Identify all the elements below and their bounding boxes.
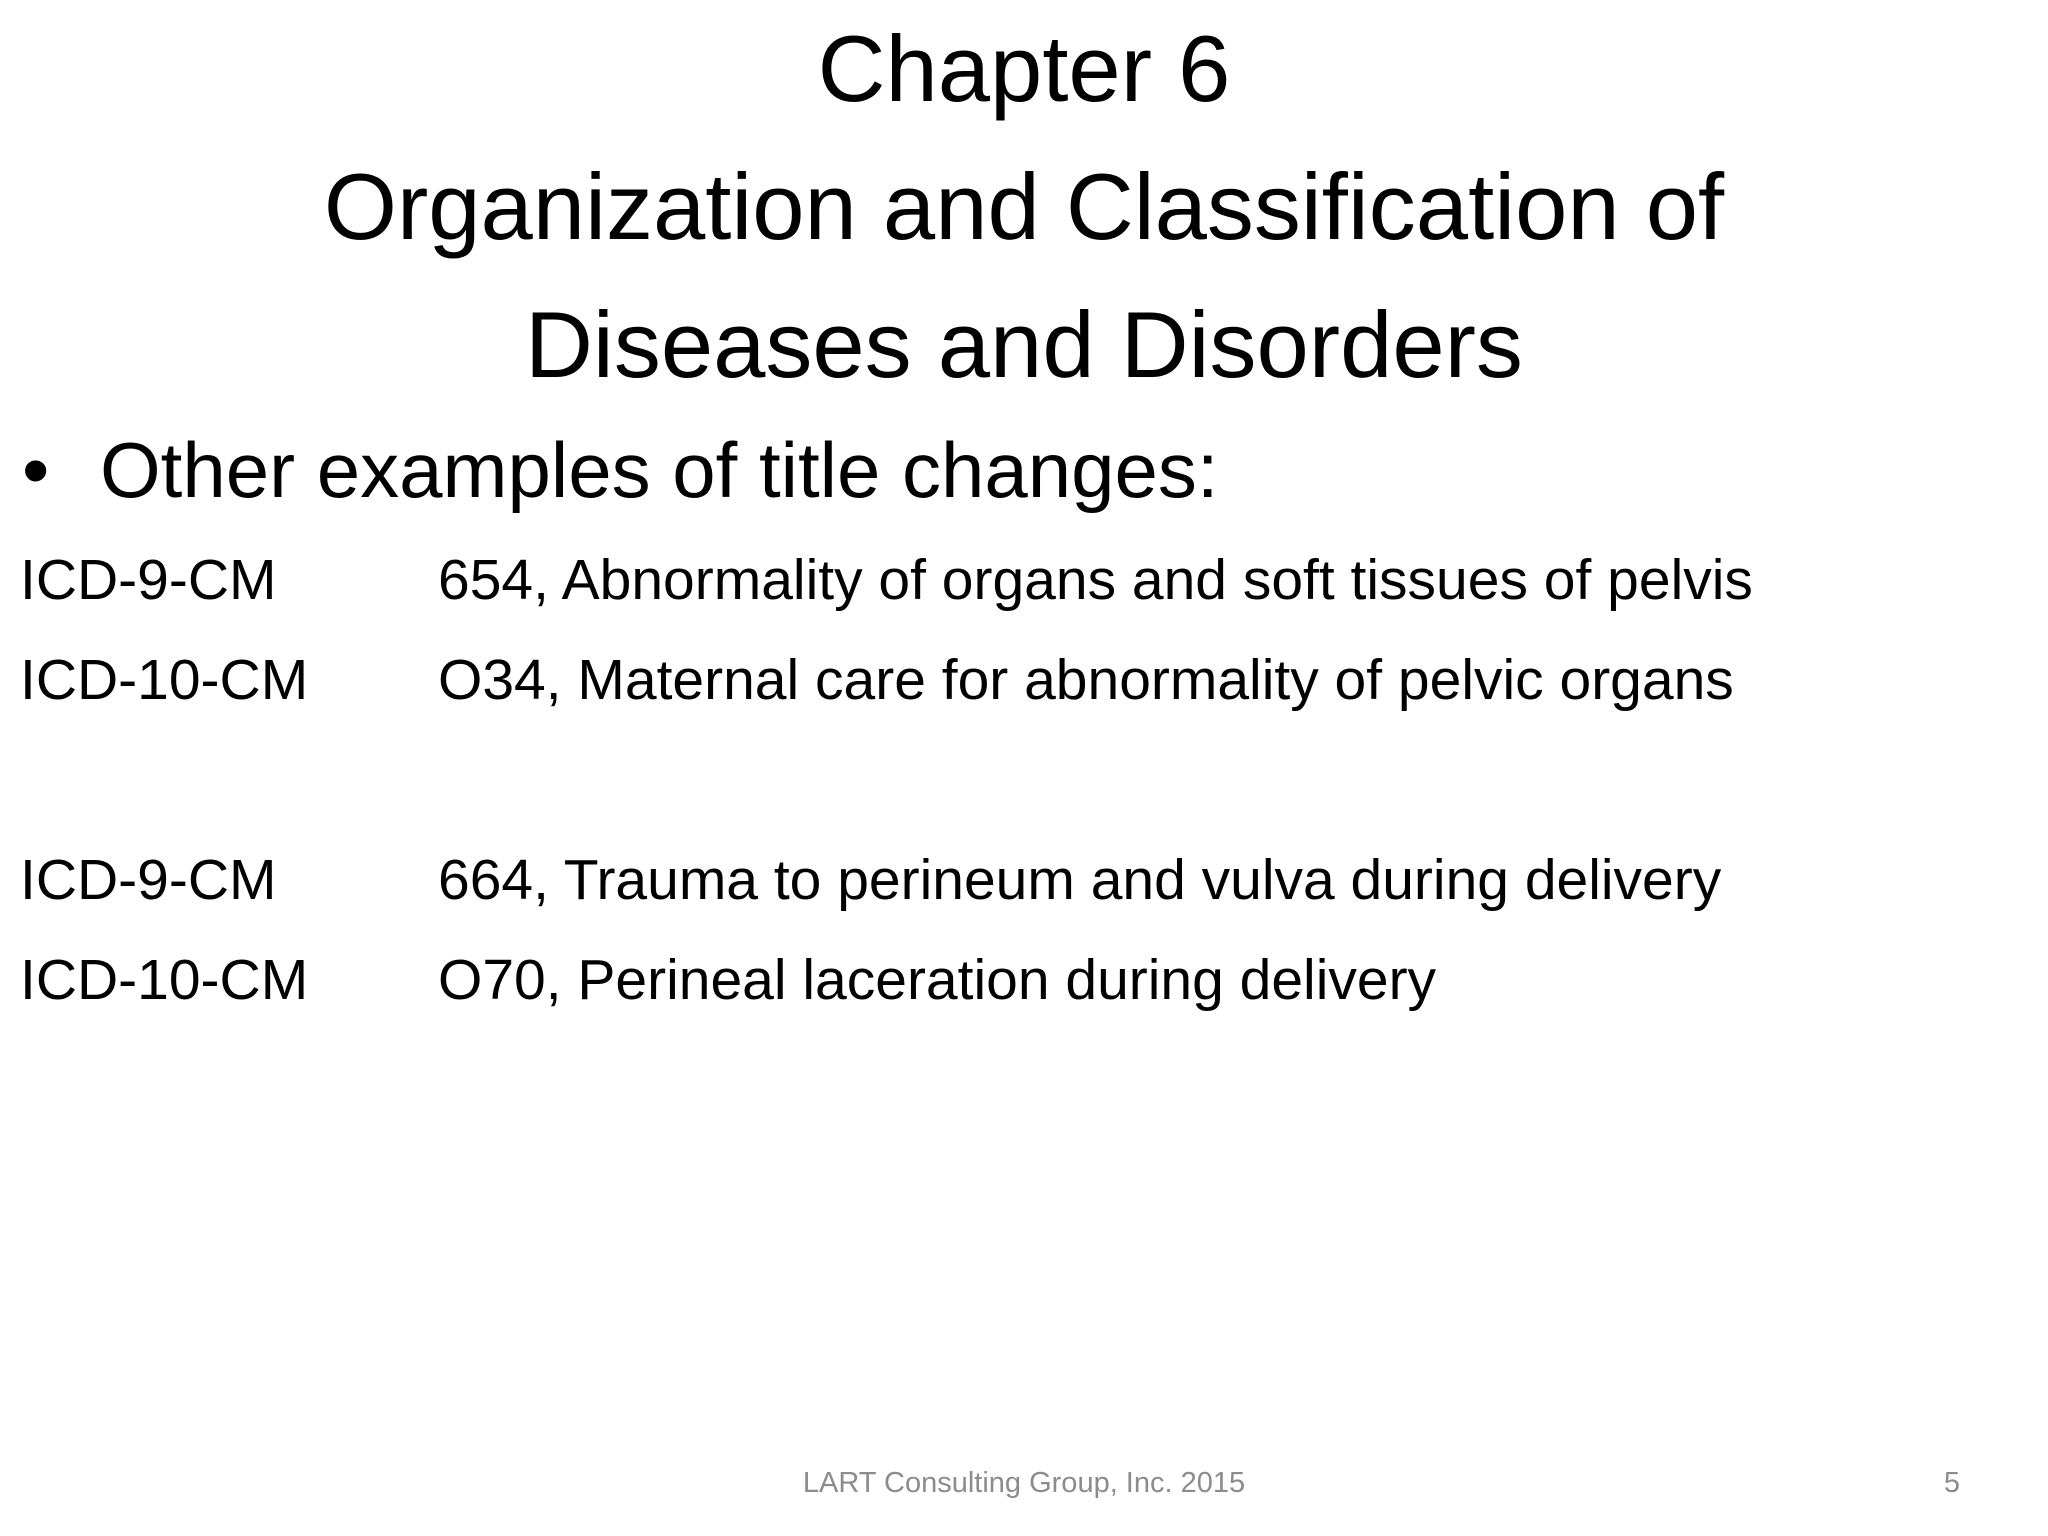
code-description: O70, Perineal laceration during delivery	[438, 948, 1437, 1012]
code-description: O34, Maternal care for abnormality of pelvic organs	[438, 648, 1734, 712]
bullet-point	[22, 420, 1219, 520]
code-description: 654, Abnormality of organs and soft tissues of pelvis	[438, 548, 1753, 612]
title-line-organization: Organization and Classification of	[323, 154, 1725, 259]
bullet-text: Other examples of title changes:	[100, 426, 1219, 514]
code-system: ICD-10-CM	[20, 648, 309, 712]
code-system: ICD-10-CM	[20, 948, 309, 1012]
code-system: ICD-9-CM	[20, 848, 277, 912]
code-description: 664, Trauma to perineum and vulva during delivery	[438, 848, 1722, 912]
title-line-chapter: Chapter 6	[817, 16, 1231, 121]
page-number: 5	[1943, 1467, 1960, 1499]
slide-title	[0, 0, 2048, 414]
bullet-icon: •	[22, 426, 50, 514]
title-line-diseases: Diseases and Disorders	[525, 292, 1523, 397]
footer-text: LART Consulting Group, Inc. 2015	[802, 1467, 1246, 1499]
code-system: ICD-9-CM	[20, 548, 277, 612]
